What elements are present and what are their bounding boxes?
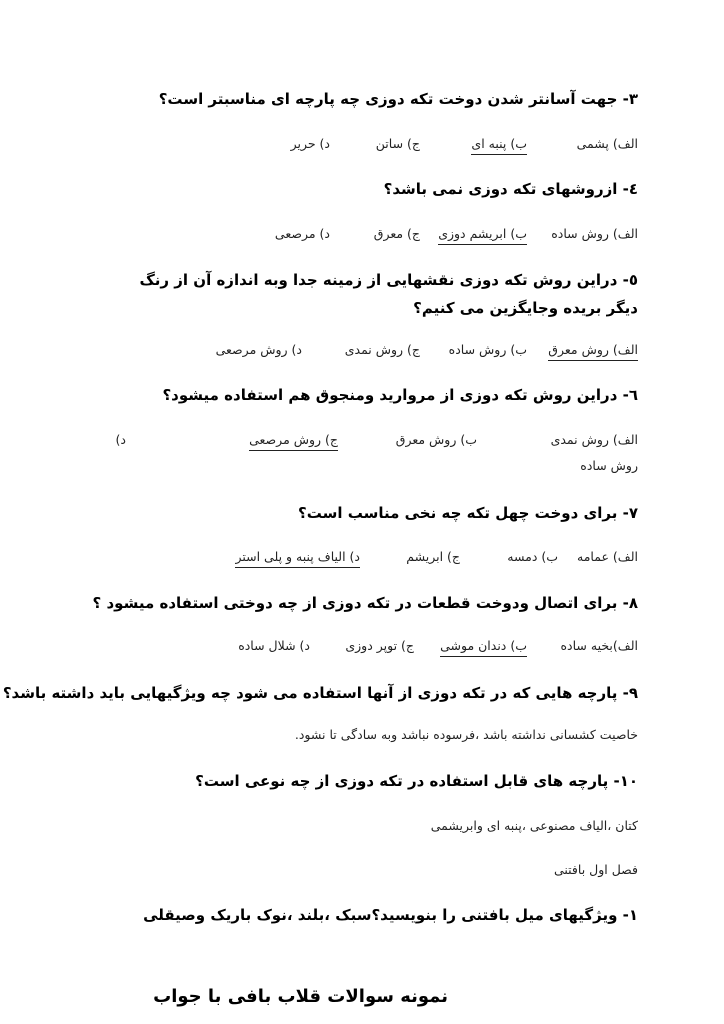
option-a: الف)بخیه ساده [560, 638, 638, 653]
option-a: الف) روش نمدی [550, 432, 638, 447]
option-d: د) روش مرصعی [215, 342, 302, 357]
answer-9: خاصیت کشسانی نداشته باشد ،فرسوده نباشد وبه سادگی تا نشود. [294, 727, 638, 742]
option-b: ب) روش معرق [395, 432, 477, 447]
section-label: فصل اول بافتنی [553, 862, 638, 877]
option-a: الف) پشمی [576, 136, 638, 151]
footer-title: نمونه سوالات قلاب بافی با جواب [153, 986, 448, 1007]
option-c: ج) معرق [373, 226, 420, 241]
option-a: الف) عمامه [577, 549, 638, 564]
question-6: ٦- دراین روش تکه دوزی از مروارید ومنجوق هم استفاده میشود؟ [162, 386, 638, 404]
option-d: د) حریر [290, 136, 330, 151]
question-10: ١٠- پارچه های قابل استفاده در تکه دوزی از چه نوعی است؟ [195, 772, 638, 790]
option-c: ج) ساتن [375, 136, 420, 151]
option-d: د) [115, 432, 126, 447]
option-b: ب) روش ساده [448, 342, 527, 357]
option-a: الف) روش ساده [551, 226, 638, 241]
option-d-correct: د) الیاف پنبه و پلی استر [235, 549, 360, 568]
option-b-correct: ب) پنبه ای [471, 136, 527, 155]
question-7: ٧- برای دوخت چهل تکه چه نخی مناسب است؟ [298, 504, 638, 522]
option-d: د) مرصعی [274, 226, 330, 241]
question-4: ٤- ازروشهای تکه دوزی نمی باشد؟ [383, 180, 638, 198]
option-d-wrapped-text: روش ساده [580, 458, 638, 473]
knitting-question-1: ١- ویژگیهای میل بافتنی را بنویسید؟سبک ،بلند ،نوک باریک وصیقلی [143, 906, 638, 924]
question-3: ۳- جهت آسانتر شدن دوخت تکه دوزی چه پارچه ای مناسبتر است؟ [158, 90, 638, 108]
question-8: ٨- برای اتصال ودوخت قطعات در تکه دوزی از چه دوختی استفاده میشود ؟ [92, 594, 638, 612]
option-c: ج) توپر دوزی [345, 638, 414, 653]
option-c-correct: ج) روش مرصعی [249, 432, 338, 451]
answer-10: کتان ،الیاف مصنوعی ،پنبه ای وابریشمی [430, 818, 638, 833]
option-a-correct: الف) روش معرق [548, 342, 638, 361]
question-9: ٩- پارچه هایی که در تکه دوزی از آنها استفاده می شود چه ویژگیهایی باید داشته باشد؟ [2, 684, 638, 702]
option-c: ج) ابریشم [406, 549, 460, 564]
option-b: ب) دمسه [507, 549, 558, 564]
option-b-correct: ب) ابریشم دوزی [438, 226, 527, 245]
question-5: ٥- دراین روش تکه دوزی نقشهایی از زمینه جدا وبه اندازه آن از رنگ دیگر بریده وجایگزین می کنیم؟ [139, 271, 638, 317]
option-b-correct: ب) دندان موشی [440, 638, 527, 657]
option-c: ج) روش نمدی [344, 342, 420, 357]
option-d: د) شلال ساده [238, 638, 310, 653]
